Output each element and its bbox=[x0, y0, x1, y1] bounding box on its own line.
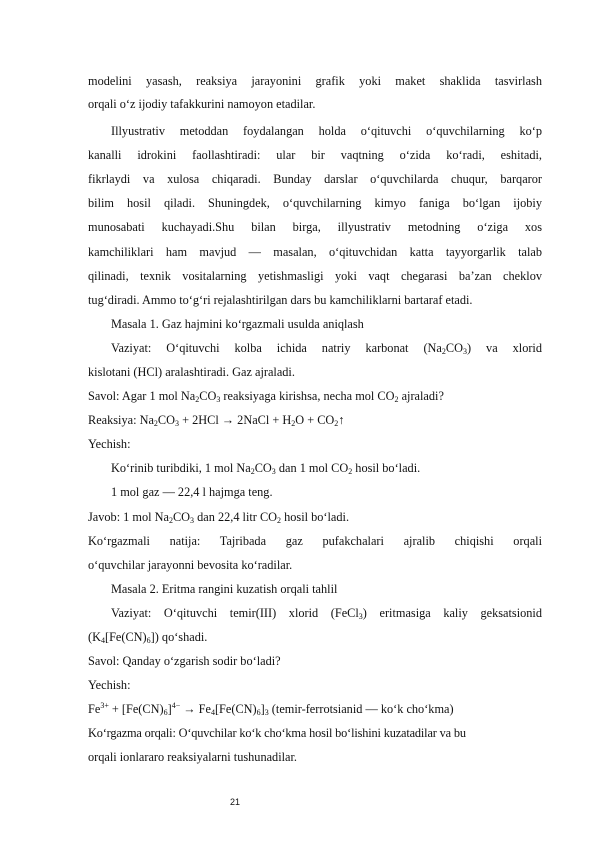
paragraph-line: orqali o‘z ijodiy tafakkurini namoyon etadilar. bbox=[88, 97, 316, 111]
paragraph-line: modelini yasash, reaksiya jarayonini grafik yoki maket shaklida tasvirlash bbox=[88, 74, 542, 88]
paragraph-line: orqali ionlararo reaksiyalarni tushunadilar. bbox=[88, 750, 297, 764]
solution-line: 1 mol gaz — 22,4 l hajmga teng. bbox=[111, 485, 273, 499]
reaction-equation: Reaksiya: $Na_2CO_3 + 2HCl$ → 2NaCl + $H_2O$ + $CO_2↑$ bbox=[88, 413, 345, 428]
paragraph-line: bilim hosil qiladi. Shuningdek, o‘quvchilarning kimyo faniga bo‘lgan ijobiy bbox=[88, 196, 542, 210]
paragraph-line: Vaziyat: O‘qituvchi temir(III) xlorid (FeCl$_3$) eritmasiga kaliy geksatsionid bbox=[111, 606, 542, 621]
paragraph-line: o‘quvchilar jarayonni bevosita ko‘radilar. bbox=[88, 558, 293, 572]
solution-label: Yechish: bbox=[88, 437, 131, 451]
problem-heading: Masala 1. Gaz hajmini ko‘rgazmali usulda aniqlash bbox=[111, 317, 364, 331]
paragraph-line: Ko‘rgazma orqali: O‘quvchilar ko‘k cho‘kma hosil bo‘lishini kuzatadilar va bu bbox=[88, 726, 466, 740]
answer-line: Javob: 1 mol $Na_2CO_3$ dan 22,4 litr $CO_2$ hosil bo‘ladi. bbox=[88, 510, 350, 525]
paragraph-line: kanalli idrokini faollashtiradi: ular bir vaqtning o‘zida ko‘radi, eshitadi, bbox=[88, 148, 542, 162]
paragraph-line: Vaziyat: O‘qituvchi kolba ichida natriy karbonat $(Na_2CO_3)$ va xlorid bbox=[111, 341, 542, 356]
paragraph-line: kislotani (HCl) aralashtiradi. Gaz ajraladi. bbox=[88, 365, 295, 379]
question-line: Savol: Qanday o‘zgarish sodir bo‘ladi? bbox=[88, 654, 281, 668]
solution-line: Ko‘rinib turibdiki, 1 mol $Na_2CO_3$ dan 1 mol $CO_2$ hosil bo‘ladi. bbox=[111, 461, 421, 476]
paragraph-line: fikrlaydi va xulosa chiqaradi. Bunday darslar o‘quvchilarda chuqur, barqaror bbox=[88, 172, 542, 186]
paragraph-line: $(K_4[Fe(CN)_6])$ qo‘shadi. bbox=[88, 630, 208, 645]
paragraph-line: munosabati kuchayadi.Shu bilan birga, illyustrativ metodning o‘ziga xos bbox=[88, 220, 542, 234]
paragraph-line: qilinadi, texnik vositalarning yetishmasligi yoki vaqt chegarasi ba’zan cheklov bbox=[88, 269, 542, 283]
question-line: Savol: Agar 1 mol $Na_2CO_3$ reaksiyaga kirishsa, necha mol $CO_2$ ajraladi? bbox=[88, 389, 444, 404]
page-number: 21 bbox=[230, 797, 241, 807]
solution-label: Yechish: bbox=[88, 678, 131, 692]
paragraph-line: Ko‘rgazmali natija: Tajribada gaz pufakchalari ajralib chiqishi orqali bbox=[88, 534, 542, 548]
problem-heading: Masala 2. Eritma rangini kuzatish orqali tahlil bbox=[111, 582, 338, 596]
paragraph-line: Illyustrativ metoddan foydalangan holda o‘qituvchi o‘quvchilarning ko‘p bbox=[111, 124, 542, 138]
reaction-equation: $Fe^{3+} + [Fe(CN)_6]^{4-} \to Fe_4[Fe(CN)_6]_3$ (temir-ferrotsianid — ko‘k cho‘kma) bbox=[88, 701, 454, 717]
paragraph-line: kamchiliklari ham mavjud — masalan, o‘qituvchidan katta tayyorgarlik talab bbox=[88, 245, 542, 259]
paragraph-line: tug‘diradi. Ammo to‘g‘ri rejalashtirilgan dars bu kamchiliklarni bartaraf etadi. bbox=[88, 293, 473, 307]
